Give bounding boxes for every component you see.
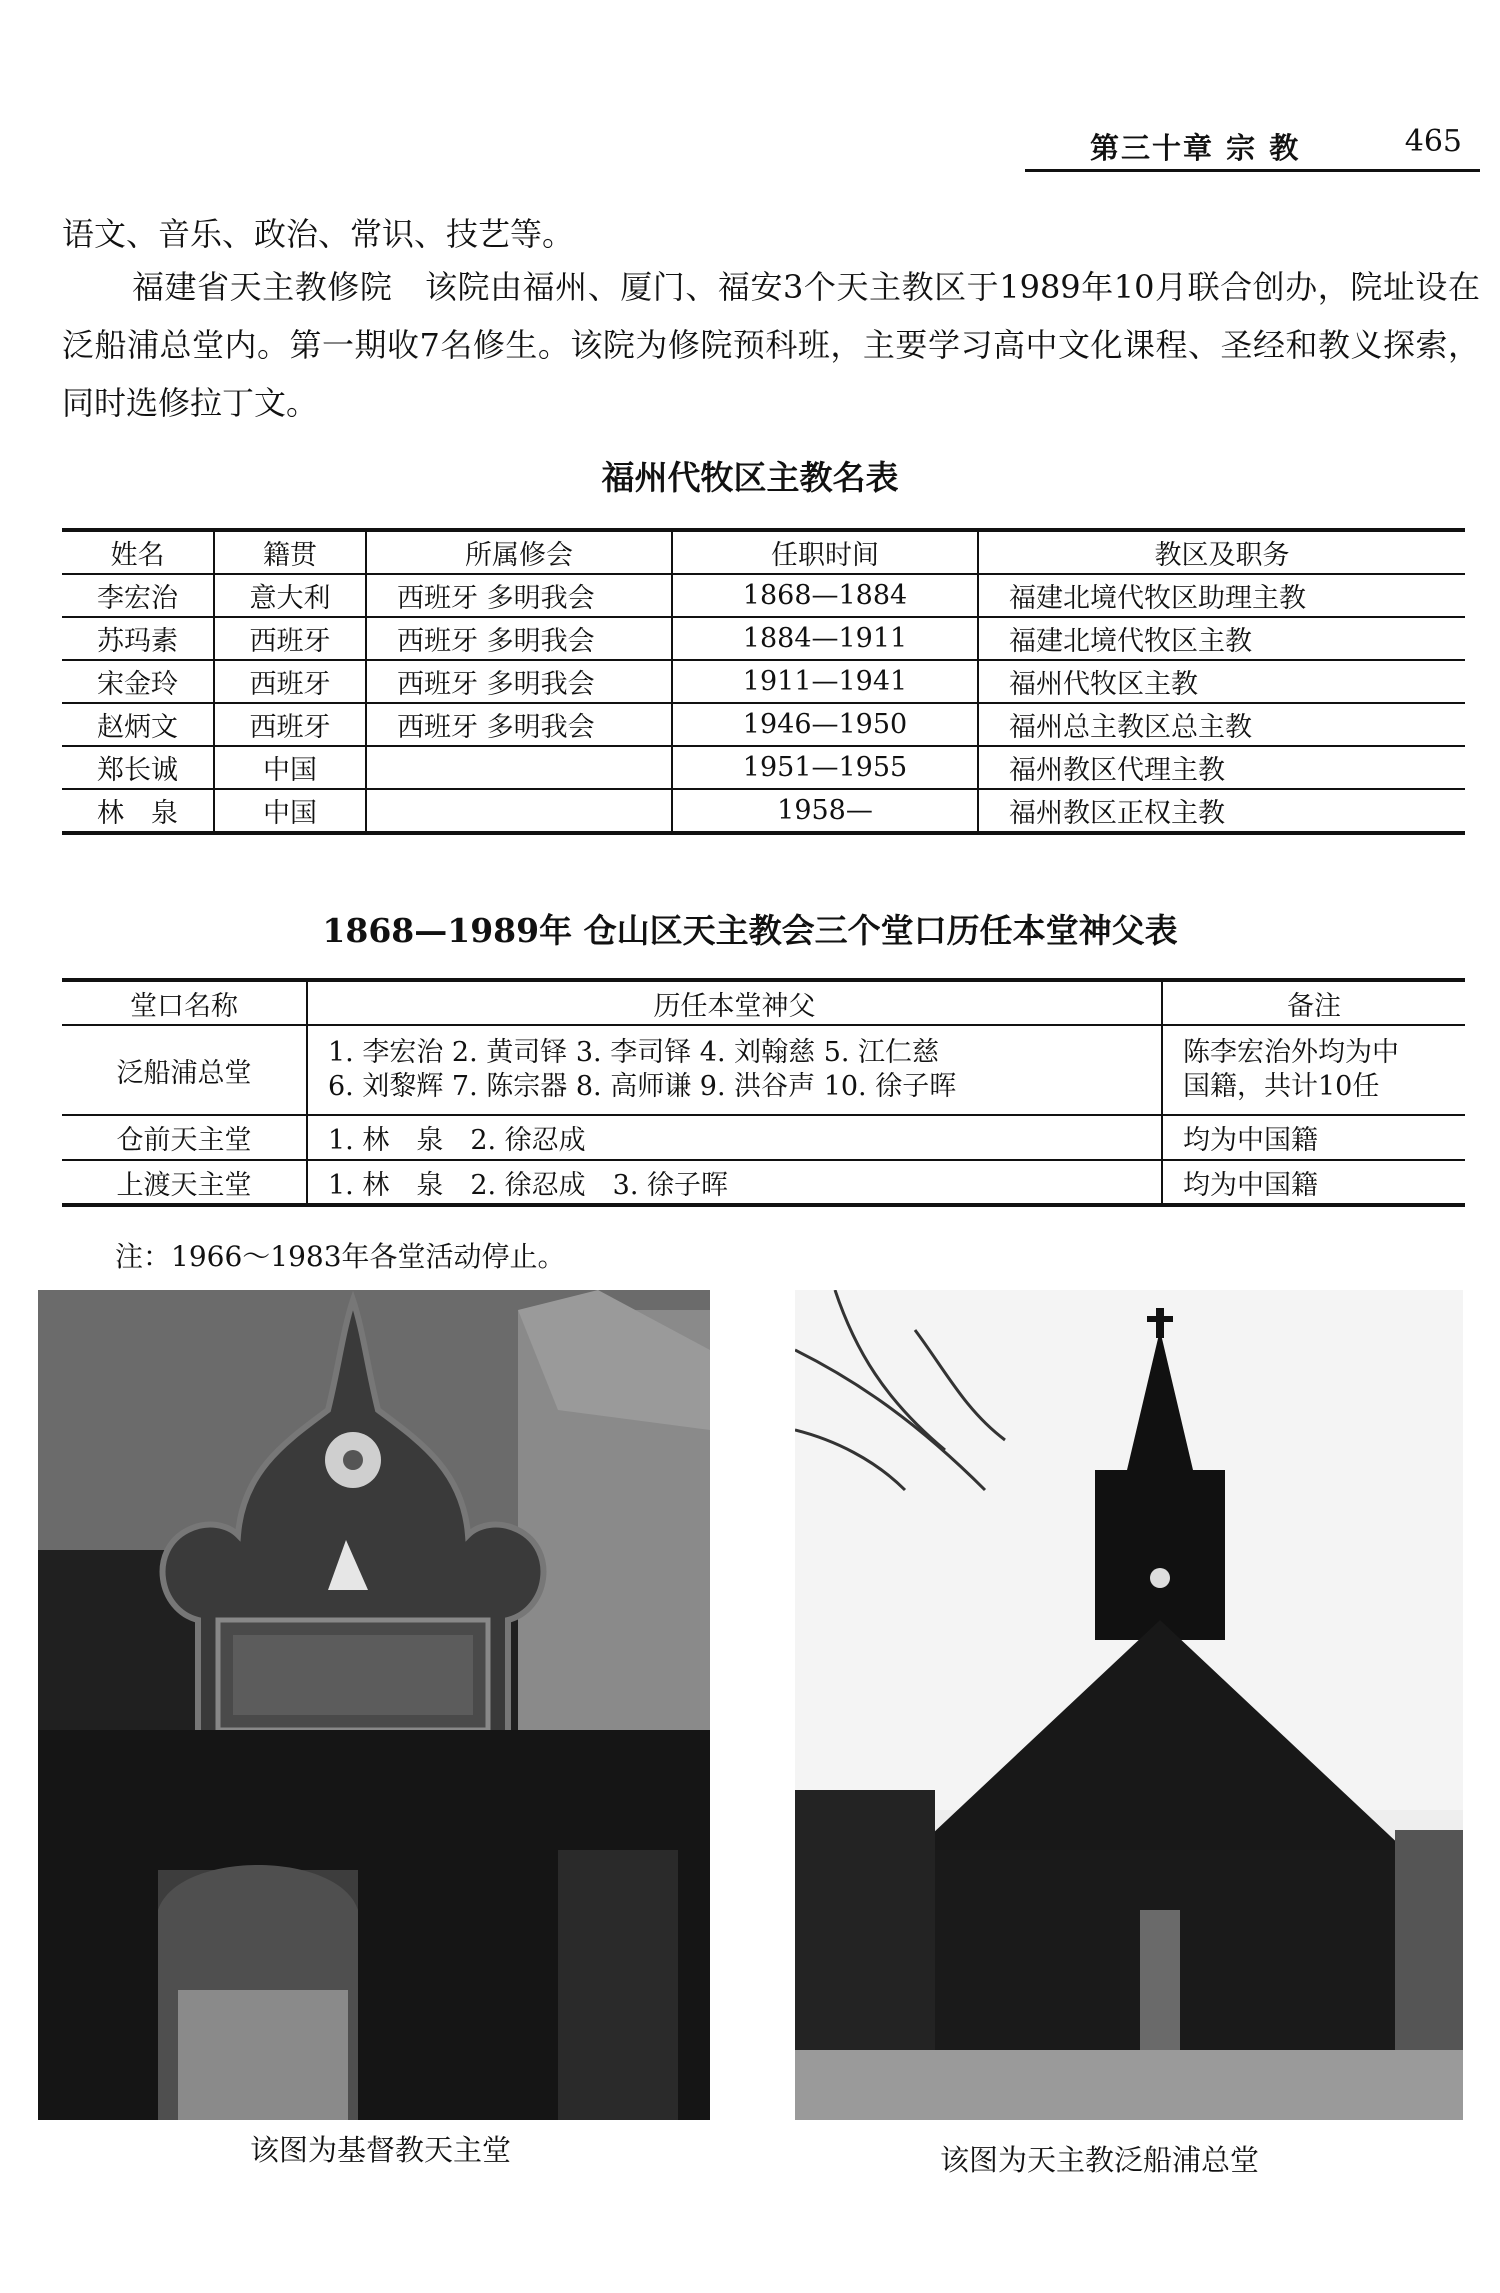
table-row (62, 1025, 1465, 1115)
cell-name: 宋金玲 (62, 660, 214, 703)
cell-origin: 西班牙 (214, 617, 366, 660)
cell-diocese: 福州总主教区总主教 (978, 703, 1465, 746)
cell-order (366, 746, 672, 789)
cell-church: 泛船浦总堂 (62, 1025, 307, 1115)
cell-origin: 意大利 (214, 574, 366, 617)
cell-diocese: 福州教区代理主教 (978, 746, 1465, 789)
table2-title: 1868—1989年 仓山区天主教会三个堂口历任本堂神父表 (322, 911, 1178, 950)
cell-priests: 1. 林 泉 2. 徐忍成 3. 徐子晖 (307, 1160, 1162, 1205)
table-row (62, 574, 1465, 617)
header-priests: 历任本堂神父 (307, 980, 1162, 1025)
page-number: 465 (1404, 124, 1462, 159)
chapter-title: 第三十章 宗 教 (1090, 131, 1301, 165)
header-order: 所属修会 (366, 530, 672, 574)
cell-remark (1162, 1025, 1465, 1115)
cell-name: 李宏治 (62, 574, 214, 617)
cell-order: 西班牙 多明我会 (366, 574, 672, 617)
cell-diocese: 福建北境代牧区助理主教 (978, 574, 1465, 617)
priests-line: 6. 刘黎辉 7. 陈宗器 8. 高师谦 9. 洪谷声 10. 徐子晖 (328, 1071, 957, 1102)
header-term: 任职时间 (672, 530, 978, 574)
header-diocese: 教区及职务 (978, 530, 1465, 574)
cell-origin: 西班牙 (214, 703, 366, 746)
header-name: 姓名 (62, 530, 214, 574)
paragraph-seminary: 福建省天主教修院 该院由福州、厦门、福安3个天主教区于1989年10月联合创办，院址设在泛船浦总堂内。第一期收7名修生。该院为修院预科班，主要学习高中文化课程、圣经和教义探索，同时选修拉丁文。 (62, 268, 1480, 422)
cell-origin: 中国 (214, 746, 366, 789)
table-row (62, 789, 1465, 833)
cell-origin: 西班牙 (214, 660, 366, 703)
table1-title: 福州代牧区主教名表 (601, 458, 899, 497)
photo-left-caption: 该图为基督教天主堂 (250, 2133, 512, 2167)
table-row (62, 1160, 1465, 1205)
table-header-row (62, 530, 1465, 574)
cell-name: 赵炳文 (62, 703, 214, 746)
table-row (62, 746, 1465, 789)
cell-priests (307, 1025, 1162, 1115)
table-header-row (62, 980, 1465, 1025)
header-remark: 备注 (1162, 980, 1465, 1025)
header-church: 堂口名称 (62, 980, 307, 1025)
cell-diocese: 福建北境代牧区主教 (978, 617, 1465, 660)
cell-remark: 均为中国籍 (1162, 1115, 1465, 1160)
cell-order: 西班牙 多明我会 (366, 703, 672, 746)
table-row (62, 703, 1465, 746)
table-row (62, 660, 1465, 703)
cell-order (366, 789, 672, 833)
photo-church-gate (38, 1290, 710, 2120)
cell-name: 郑长诚 (62, 746, 214, 789)
cathedral-illustration (795, 1290, 1463, 2120)
photo-cathedral (795, 1290, 1463, 2120)
table-note: 注：1966～1983年各堂活动停止。 (115, 1240, 566, 1273)
table-row (62, 1115, 1465, 1160)
cell-name: 苏玛素 (62, 617, 214, 660)
remark-line: 国籍，共计10任 (1183, 1071, 1380, 1102)
bishops-table (62, 528, 1465, 835)
priests-table (62, 978, 1465, 1207)
cell-order: 西班牙 多明我会 (366, 660, 672, 703)
remark-line: 陈李宏治外均为中 (1183, 1037, 1399, 1068)
cell-remark: 均为中国籍 (1162, 1160, 1465, 1205)
cell-name: 林 泉 (62, 789, 214, 833)
cell-priests: 1. 林 泉 2. 徐忍成 (307, 1115, 1162, 1160)
priests-line: 1. 李宏治 2. 黄司铎 3. 李司铎 4. 刘翰慈 5. 江仁慈 (328, 1037, 940, 1068)
table-row (62, 617, 1465, 660)
cell-term: 1911—1941 (672, 660, 978, 703)
gate-illustration (38, 1290, 710, 2120)
cell-order: 西班牙 多明我会 (366, 617, 672, 660)
cell-diocese: 福州教区正权主教 (978, 789, 1465, 833)
cell-term: 1946—1950 (672, 703, 978, 746)
cell-term: 1884—1911 (672, 617, 978, 660)
cell-diocese: 福州代牧区主教 (978, 660, 1465, 703)
paragraph-1: 语文、音乐、政治、常识、技艺等。 (62, 215, 575, 253)
cell-church: 仓前天主堂 (62, 1115, 307, 1160)
cell-term: 1868—1884 (672, 574, 978, 617)
cell-church: 上渡天主堂 (62, 1160, 307, 1205)
cell-term: 1951—1955 (672, 746, 978, 789)
cell-origin: 中国 (214, 789, 366, 833)
cell-term: 1958— (672, 789, 978, 833)
header-origin: 籍贯 (214, 530, 366, 574)
running-header (1025, 120, 1480, 172)
photo-right-caption: 该图为天主教泛船浦总堂 (940, 2143, 1260, 2177)
